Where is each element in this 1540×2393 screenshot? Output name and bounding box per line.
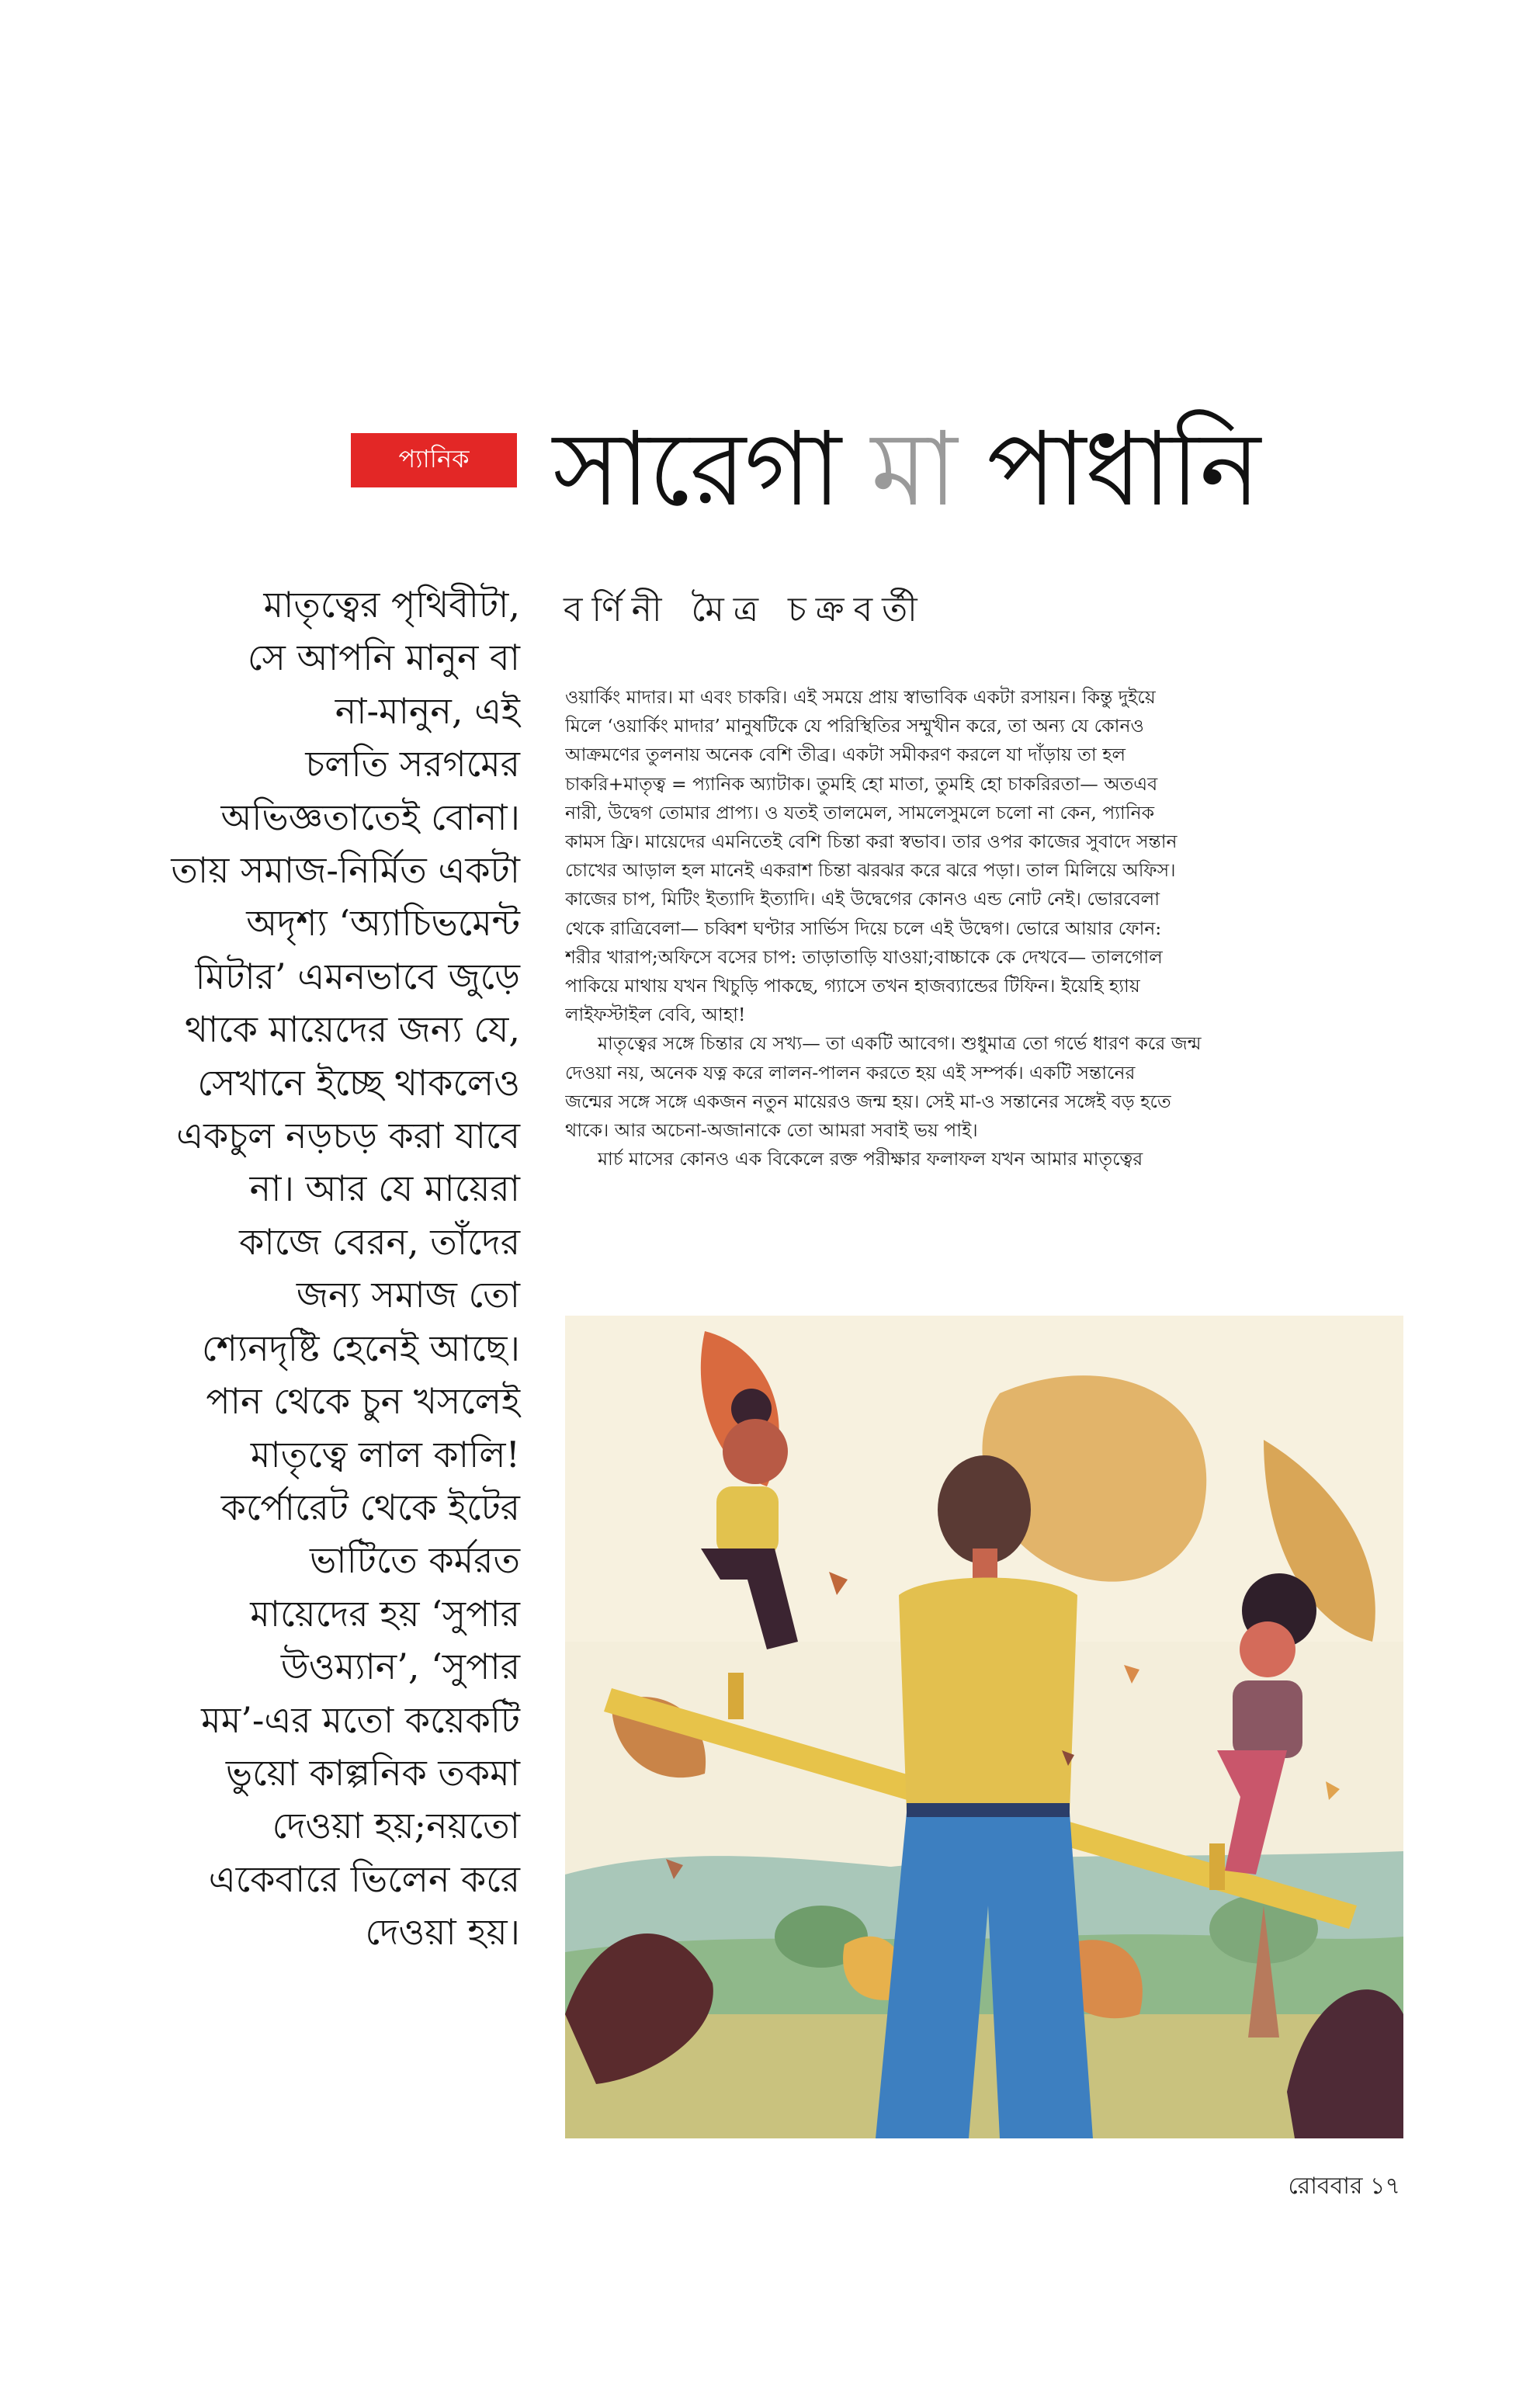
pull-quote-line: অদৃশ্য ‘অ্যাচিভমেন্ট — [246, 902, 520, 945]
seesaw-handle-right — [1209, 1843, 1225, 1890]
pull-quote-line: কর্পোরেট থেকে ইটের — [220, 1486, 520, 1528]
pull-quote-line: দেওয়া হয়। — [365, 1911, 520, 1954]
left-child-shirt — [716, 1486, 779, 1556]
pull-quote — [116, 578, 520, 1959]
pull-quote-line: কাজে বেরন, তাঁদের — [239, 1220, 520, 1263]
article-title — [553, 396, 1414, 543]
pull-quote-line: না। আর যে মায়েরা — [249, 1167, 520, 1210]
body-line: মাতৃত্বের সঙ্গে চিন্তার যে সখ্য— তা একটি আবেগ। শুধুমাত্র তো গর্ভে ধারণ করে জন্ম — [598, 1032, 1202, 1055]
body-line: জন্মের সঙ্গে সঙ্গে একজন নতুন মায়েরও জন্ম হয়। সেই মা-ও সন্তানের সঙ্গেই বড় হতে — [565, 1090, 1171, 1112]
body-line: লাইফস্টাইল বেবি, আহা! — [565, 1004, 746, 1026]
body-line: মার্চ মাসের কোনও এক বিকেলে রক্ত পরীক্ষার ফলাফল যখন আমার মাতৃত্বের — [598, 1148, 1143, 1170]
body-line: নারী, উদ্বেগ তোমার প্রাপ্য। ও যতই তালমেল, সামলেসুমলে চলো না কেন, প্যানিক — [565, 801, 1155, 824]
right-child-sweater — [1233, 1680, 1302, 1758]
pull-quote-line: মিটার’ এমনভাবে জুড়ে — [195, 955, 520, 997]
seesaw-handle-left — [728, 1673, 744, 1719]
parent-hair — [938, 1455, 1031, 1564]
parent-shirt — [899, 1578, 1077, 1813]
pull-quote-line: মম’-এর মতো কয়েকটি — [201, 1698, 520, 1741]
title-part-2: পাধানি — [956, 410, 1260, 529]
left-child-head — [723, 1419, 788, 1484]
parent-belt — [907, 1803, 1070, 1817]
pull-quote-line: না-মানুন, এই — [335, 689, 520, 732]
pull-quote-line: চলতি সরগমের — [305, 743, 520, 786]
author-byline: বর্ণিনী মৈত্র চক্রবর্তী — [564, 590, 927, 629]
pull-quote-line: ভুয়ো কাল্পনিক তকমা — [225, 1751, 520, 1794]
right-child-face — [1240, 1621, 1295, 1677]
pull-quote-line: উওম্যান’, ‘সুপার — [280, 1646, 520, 1688]
pull-quote-line: জন্য সমাজ তো — [296, 1274, 520, 1316]
pull-quote-line: তায় সমাজ-নির্মিত একটা — [171, 849, 520, 892]
illustration-canvas — [565, 1316, 1403, 2138]
title-accent-word: মা — [870, 410, 956, 529]
body-line: চোখের আড়াল হল মানেই একরাশ চিন্তা ঝরঝর করে ঝরে পড়া। তাল মিলিয়ে অফিস। — [565, 859, 1176, 882]
pull-quote-line: মায়েদের হয় ‘সুপার — [250, 1592, 520, 1635]
body-line: কামস ফ্রি। মায়েদের এমনিতেই বেশি চিন্তা করা স্বভাব। তার ওপর কাজের সুবাদে সন্তান — [565, 831, 1178, 853]
body-line: চাকরি+মাতৃত্ব = প্যানিক অ্যাটাক। তুমহি হো মাতা, তুমহি হো চাকরিরতা— অতএব — [565, 772, 1158, 795]
body-line: শরীর খারাপ;অফিসে বসের চাপ: তাড়াতাড়ি যাওয়া;বাচ্চাকে কে দেখবে— তালগোল — [565, 945, 1163, 968]
pull-quote-line: মাতৃত্বে লাল কালি! — [250, 1433, 520, 1476]
pull-quote-line: একেবারে ভিলেন করে — [208, 1857, 520, 1900]
section-tag: প্যানিক — [351, 433, 517, 487]
body-line: মিলে ‘ওয়ার্কিং মাদার’ মানুষটিকে যে পরিস্থিতির সম্মুখীন করে, তা অন্য যে কোনও — [565, 715, 1144, 737]
body-line: দেওয়া নয়, অনেক যত্ন করে লালন-পালন করতে হয় এই সম্পর্ক। একটি সন্তানের — [565, 1061, 1136, 1084]
pull-quote-line: থাকে মায়েদের জন্য যে, — [185, 1008, 520, 1051]
pull-quote-line: দেওয়া হয়;নয়তো — [272, 1805, 520, 1847]
pull-quote-line: ভাটিতে কর্মরত — [309, 1539, 520, 1582]
body-line: থেকে রাত্রিবেলা— চব্বিশ ঘণ্টার সার্ভিস দিয়ে চলে এই উদ্বেগ। ভোরে আয়ার ফোন: — [565, 917, 1162, 939]
article-body — [565, 683, 1407, 1174]
title-part-1: সারেগা — [553, 410, 871, 529]
seesaw-family-illustration — [565, 1316, 1403, 2138]
pull-quote-line: একচুল নড়চড় করা যাবে — [176, 1115, 520, 1157]
pull-quote-line: সে আপনি মানুন বা — [247, 636, 520, 679]
body-line: থাকে। আর অচেনা-অজানাকে তো আমরা সবাই ভয় পাই। — [565, 1119, 978, 1142]
pull-quote-line: পান থেকে চুন খসলেই — [206, 1380, 520, 1423]
body-line: কাজের চাপ, মিটিং ইত্যাদি ইত্যাদি। এই উদ্বেগের কোনও এন্ড নোট নেই। ভোরবেলা — [565, 888, 1160, 910]
body-line: ওয়ার্কিং মাদার। মা এবং চাকরি। এই সময়ে প্রায় স্বাভাবিক একটা রসায়ন। কিন্তু দুইয়ে — [565, 686, 1156, 708]
body-line: পাকিয়ে মাথায় যখন খিচুড়ি পাকছে, গ্যাসে তখন হাজব্যান্ডের টিফিন। ইয়েহি হ্যায় — [565, 975, 1140, 997]
pull-quote-line: শ্যেনদৃষ্টি হেনেই আছে। — [202, 1327, 520, 1369]
pull-quote-line: সেখানে ইচ্ছে থাকলেও — [197, 1061, 520, 1104]
page-folio: রোববার ১৭ — [1288, 2173, 1400, 2200]
body-line: আক্রমণের তুলনায় অনেক বেশি তীব্র। একটা সমীকরণ করলে যা দাঁড়ায় তা হল — [565, 744, 1126, 766]
pull-quote-line: মাতৃত্বের পৃথিবীটা, — [263, 584, 520, 626]
pull-quote-line: অভিজ্ঞতাতেই বোনা। — [220, 796, 520, 838]
